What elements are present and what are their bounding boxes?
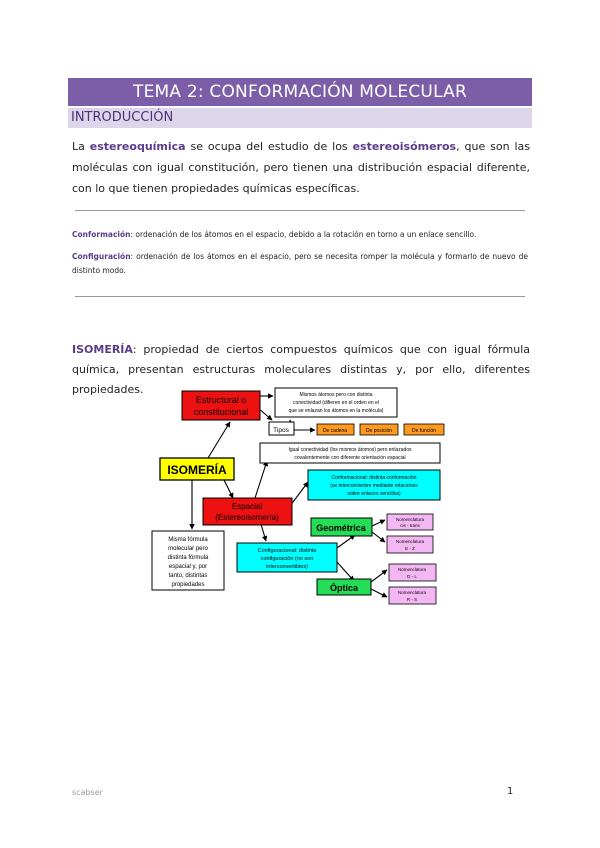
box-de-funcion — [404, 424, 444, 435]
box-optica — [317, 579, 371, 595]
de-posicion-label: De posición — [365, 428, 393, 434]
term-estereoisomeros: estereoisómeros — [352, 140, 457, 153]
box-nom-d-l — [389, 564, 436, 581]
espacial-line1: Espacial — [231, 502, 263, 511]
misma-formula-line4: espacial y, por — [168, 564, 208, 570]
intro-pre: La — [72, 140, 90, 153]
misma-formula-line3: distinta fórmula — [167, 555, 209, 561]
misma-formula-line5: tanto, distintas — [168, 573, 208, 579]
nom-e-z-line2: E - Z — [405, 546, 415, 551]
definition-configuracion — [72, 250, 528, 278]
term-isomeria: ISOMERÍA — [72, 343, 133, 356]
page-title: TEMA 2: CONFORMACIÓN MOLECULAR — [68, 78, 532, 106]
box-geometrica — [311, 518, 372, 536]
isomeria-text: : propiedad de ciertos compuestos químicos que con igual fórmula química, presentan estructuras moleculares distintas y, por ello, diferentes propiedades. — [72, 343, 530, 396]
box-estructural-desc — [275, 388, 397, 417]
term-estereoquimica: estereoquímica — [89, 140, 186, 153]
estructural-line2: constitucional — [193, 407, 249, 417]
definition-conformacion — [72, 228, 528, 242]
section-heading: INTRODUCCIÓN — [68, 108, 532, 128]
divider-top — [75, 210, 525, 211]
espacial-desc-line2: covalentemente con diferente orientación espacial — [294, 455, 406, 461]
espacial-line2: (Estereoisomería) — [215, 513, 279, 522]
estructural-desc-line3: que se enlazan los átomos en la molécula) — [288, 408, 384, 414]
isomeria-concept-map — [150, 386, 455, 608]
box-estructural — [182, 391, 260, 420]
box-de-cadena — [317, 424, 354, 435]
box-espacial-desc — [260, 443, 440, 463]
estructural-line1: Estructural o — [195, 395, 247, 405]
divider-bottom — [75, 296, 525, 297]
conformacional-line3: sobre enlaces sencillos) — [347, 491, 401, 497]
misma-formula-line1: Misma fórmula — [168, 537, 208, 543]
misma-formula-line2: molecular pero — [168, 546, 208, 552]
box-de-posicion — [360, 424, 398, 435]
estructural-desc-line1: Mismos átomos pero con distinta — [299, 392, 373, 398]
conformacional-line2: (se interconvierten mediante rotaciones — [330, 483, 418, 489]
definition-conformacion-text: : ordenación de los átomos en el espacio, debido a la rotación en torno a un enlace sencillo. — [130, 230, 477, 239]
estructural-desc-line2: conectividad (difieren en el orden en el — [293, 400, 379, 406]
box-configuracional — [237, 543, 337, 572]
box-nom-e-z — [387, 536, 433, 553]
footer-author: scabser — [72, 788, 103, 797]
box-nom-cis-trans — [387, 514, 433, 530]
page-number: 1 — [507, 786, 514, 797]
espacial-desc-line1: Igual conectividad (los mismos átomos) pero enlazados — [288, 447, 412, 453]
de-funcion-label: De función — [412, 428, 436, 434]
box-espacial — [203, 498, 292, 525]
box-conformacional — [308, 470, 440, 500]
configuracional-line3: interconvertibles) — [266, 564, 308, 570]
intro-paragraph — [72, 136, 530, 199]
isomeria-box-label: ISOMERÍA — [167, 463, 227, 477]
box-tipos — [269, 422, 294, 435]
nom-e-z-line1: Nomenclatura — [395, 539, 425, 544]
optica-label: Óptica — [329, 583, 359, 593]
nom-r-s-line2: R - S — [406, 597, 418, 602]
box-nom-r-s — [389, 587, 436, 604]
misma-formula-line6: propiedades — [171, 582, 205, 588]
nom-r-s-line1: Nomenclatura — [397, 590, 427, 595]
intro-mid: se ocupa del estudio de los — [185, 140, 353, 153]
term-configuracion: Configuración — [72, 252, 131, 261]
nom-d-l-line2: D - L — [407, 574, 417, 579]
box-misma-formula — [152, 531, 224, 590]
geometrica-label: Geométrica — [316, 523, 366, 533]
tipos-label: Tipos — [273, 427, 289, 434]
intro-post: , que son las moléculas con igual constitución, pero tienen una distribución espacial diferente, con lo que tienen propiedades químicas específicas. — [72, 140, 530, 195]
configuracional-line1: Configuracional: distinta — [257, 548, 317, 554]
nom-cis-trans-line1: Nomenclatura — [395, 517, 425, 522]
configuracional-line2: configuración (no son — [260, 556, 314, 562]
box-isomeria — [160, 458, 234, 480]
nom-cis-trans-line2: cis - trans — [400, 523, 420, 528]
conformacional-line1: Conformacional: distinta conformación — [331, 475, 417, 481]
definition-configuracion-text: : ordenación de los átomos en el espacio, pero se necesita romper la molécula y formarlo de nuevo de distinto modo. — [72, 252, 528, 275]
term-conformacion: Conformación — [72, 230, 131, 239]
de-cadena-label: De cadena — [322, 428, 348, 434]
nom-d-l-line1: Nomenclatura — [397, 567, 427, 572]
